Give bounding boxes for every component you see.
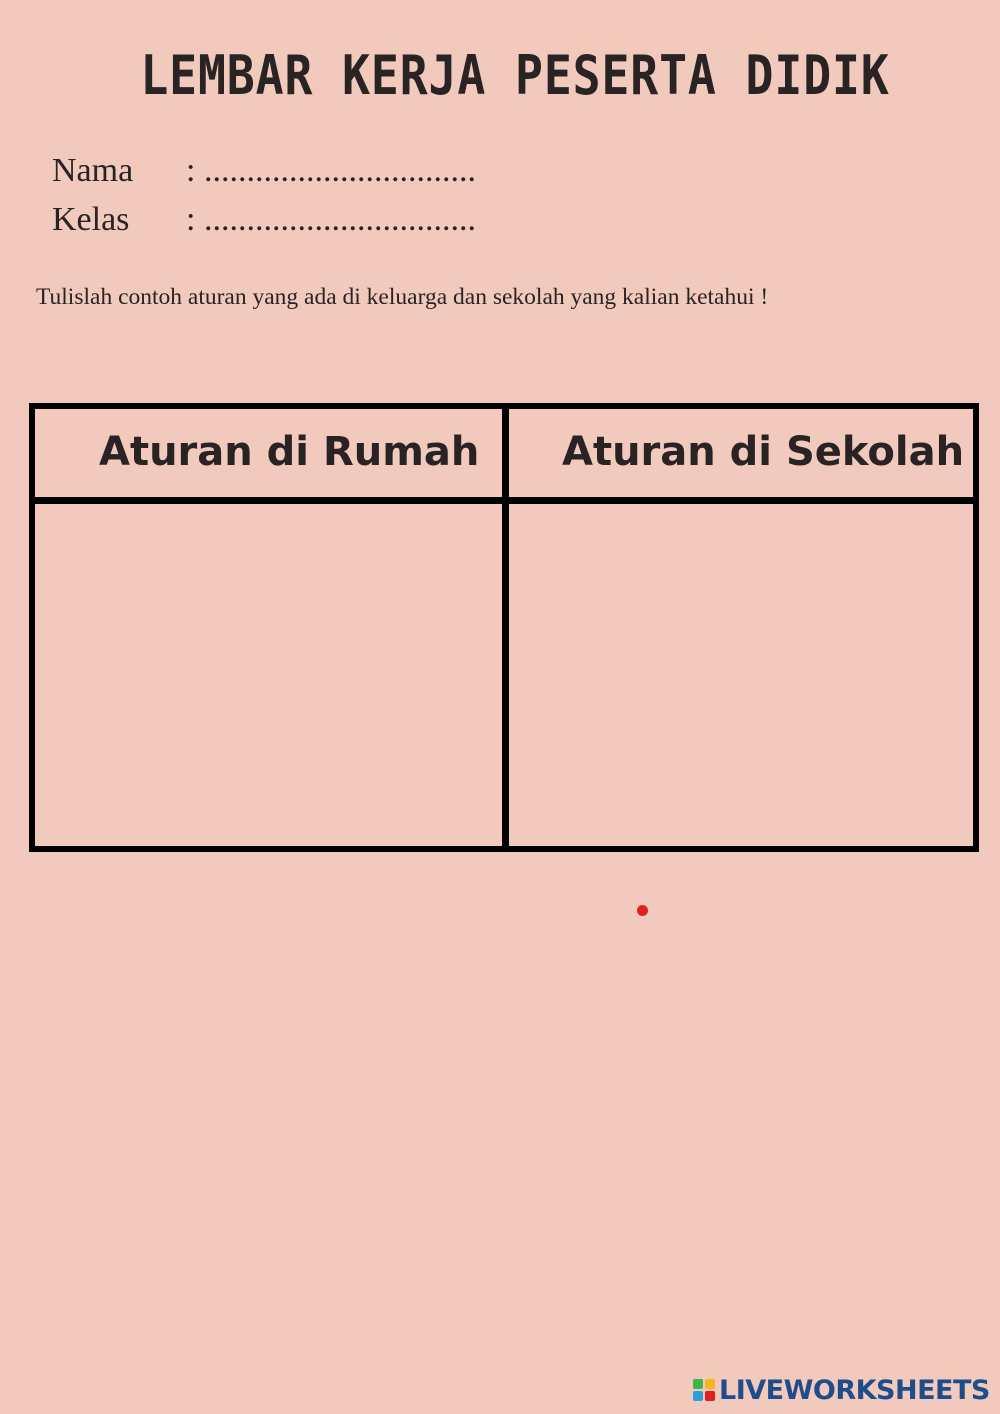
home-rules-cell[interactable]	[35, 504, 502, 847]
class-blank: : ................................	[186, 201, 476, 238]
header-school-rules: Aturan di Sekolah	[562, 429, 965, 475]
class-label: Kelas	[52, 201, 130, 238]
worksheet-title: LEMBAR KERJA PESERTA DIDIK	[140, 44, 890, 107]
table-header-divider	[35, 497, 973, 504]
table-column-divider	[502, 409, 509, 846]
cursor-dot	[637, 905, 648, 916]
logo-square-icon	[693, 1379, 703, 1389]
logo-mark-icon	[693, 1379, 715, 1401]
rules-table	[29, 403, 979, 852]
liveworksheets-logo	[693, 1374, 990, 1406]
name-label: Nama	[52, 152, 134, 189]
school-rules-cell[interactable]	[509, 504, 973, 847]
name-blank: : ................................	[186, 152, 476, 189]
logo-square-icon	[693, 1391, 703, 1401]
instruction-text: Tulislah contoh aturan yang ada di keluarga dan sekolah yang kalian ketahui !	[36, 284, 769, 310]
logo-square-icon	[705, 1391, 715, 1401]
name-field	[52, 152, 476, 190]
class-field	[52, 201, 476, 239]
header-home-rules: Aturan di Rumah	[99, 429, 480, 475]
brand-name: LIVEWORKSHEETS	[719, 1374, 990, 1406]
logo-square-icon	[705, 1379, 715, 1389]
